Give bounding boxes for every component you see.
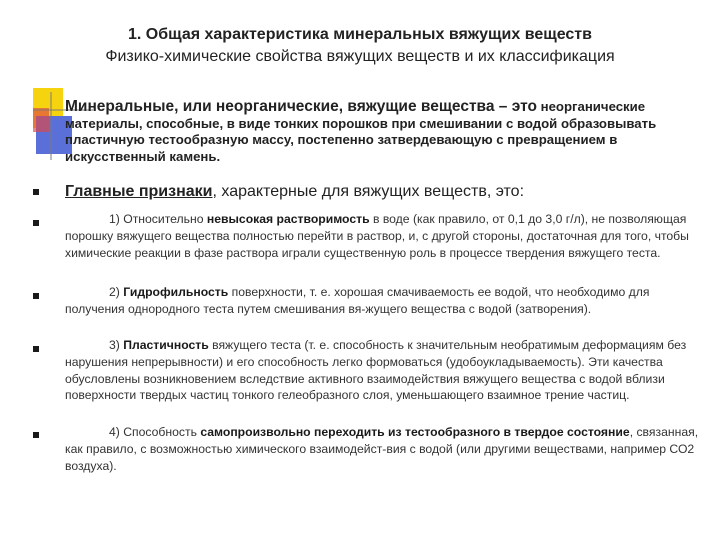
item-pre: 1) Относительно	[109, 212, 207, 226]
item-pre: 2)	[109, 285, 124, 299]
bullet-icon	[33, 189, 39, 195]
item-bold: самопроизвольно переходить из тестообразного в твердое состояние	[200, 425, 630, 439]
item-post: в воде (как правило, от 0,1 до 3,0 г/л), не позволяющая порошку вяжущего вещества полностью перейти в раствор, и, с другой стороны, достаточная для того, чтобы химические реакции в фазе раствора играли существенную роль в процессе твердения вяжущего теста.	[65, 212, 689, 260]
item-post: поверхности, т. е. хорошая смачиваемость ее водой, что необходимо для получения однородного теста путем смешивания вя-жущего вещества с водой (затворения).	[65, 285, 650, 316]
item-pre: 3)	[109, 338, 124, 352]
item-bold: невысокая растворимость	[206, 212, 370, 226]
item-pre: 4) Способность	[109, 425, 201, 439]
feature-item-2	[65, 284, 705, 318]
red-square	[33, 108, 49, 132]
definition-paragraph	[65, 99, 695, 165]
bullet-icon	[33, 432, 39, 438]
bullet-icon	[33, 346, 39, 352]
item-post: вяжущего теста (т. е. способность к значительным необратимым деформациям без нарушения непрерывности) и его способность легко формоваться (удобоукладываемость). Эти качества обусловлены возникновением вследствие активного взаимодействия вяжущего вещества с водой вблизи поверхности твердых частиц тонкого гелеобразного слоя, уменьшающего взаимное трение частиц.	[65, 338, 687, 403]
bullet-icon	[33, 220, 39, 226]
feature-item-1	[65, 211, 705, 261]
heading-bold: Главные признаки	[65, 183, 213, 200]
heading-rest: , характерные для вяжущих веществ, это:	[212, 183, 525, 200]
item-bold: Гидрофильность	[123, 285, 229, 299]
bullet-icon	[33, 293, 39, 299]
definition-lead: Минеральные, или неорганические, вяжущие вещества	[65, 98, 495, 115]
slide-subtitle: Физико-химические свойства вяжущих веществ и их классификация	[105, 48, 615, 65]
definition-dash: – это	[494, 98, 537, 115]
item-bold: Пластичность	[123, 338, 209, 352]
definition-text: неорганические материалы, способные, в виде тонких порошков при смешивании с водой образовывать пластичную тестообразную массу, постепенно затвердевающую с превращением в искусственный камень.	[65, 99, 657, 164]
item-post: , связанная, как правило, с возможностью химического взаимодейст-вия с водой (или другими веществами, например СО2 воздуха).	[65, 425, 699, 473]
feature-item-4	[65, 424, 705, 474]
slide-title: 1. Общая характеристика минеральных вяжущих веществ	[128, 26, 592, 43]
main-features-heading	[65, 183, 705, 201]
feature-item-3	[65, 337, 705, 404]
